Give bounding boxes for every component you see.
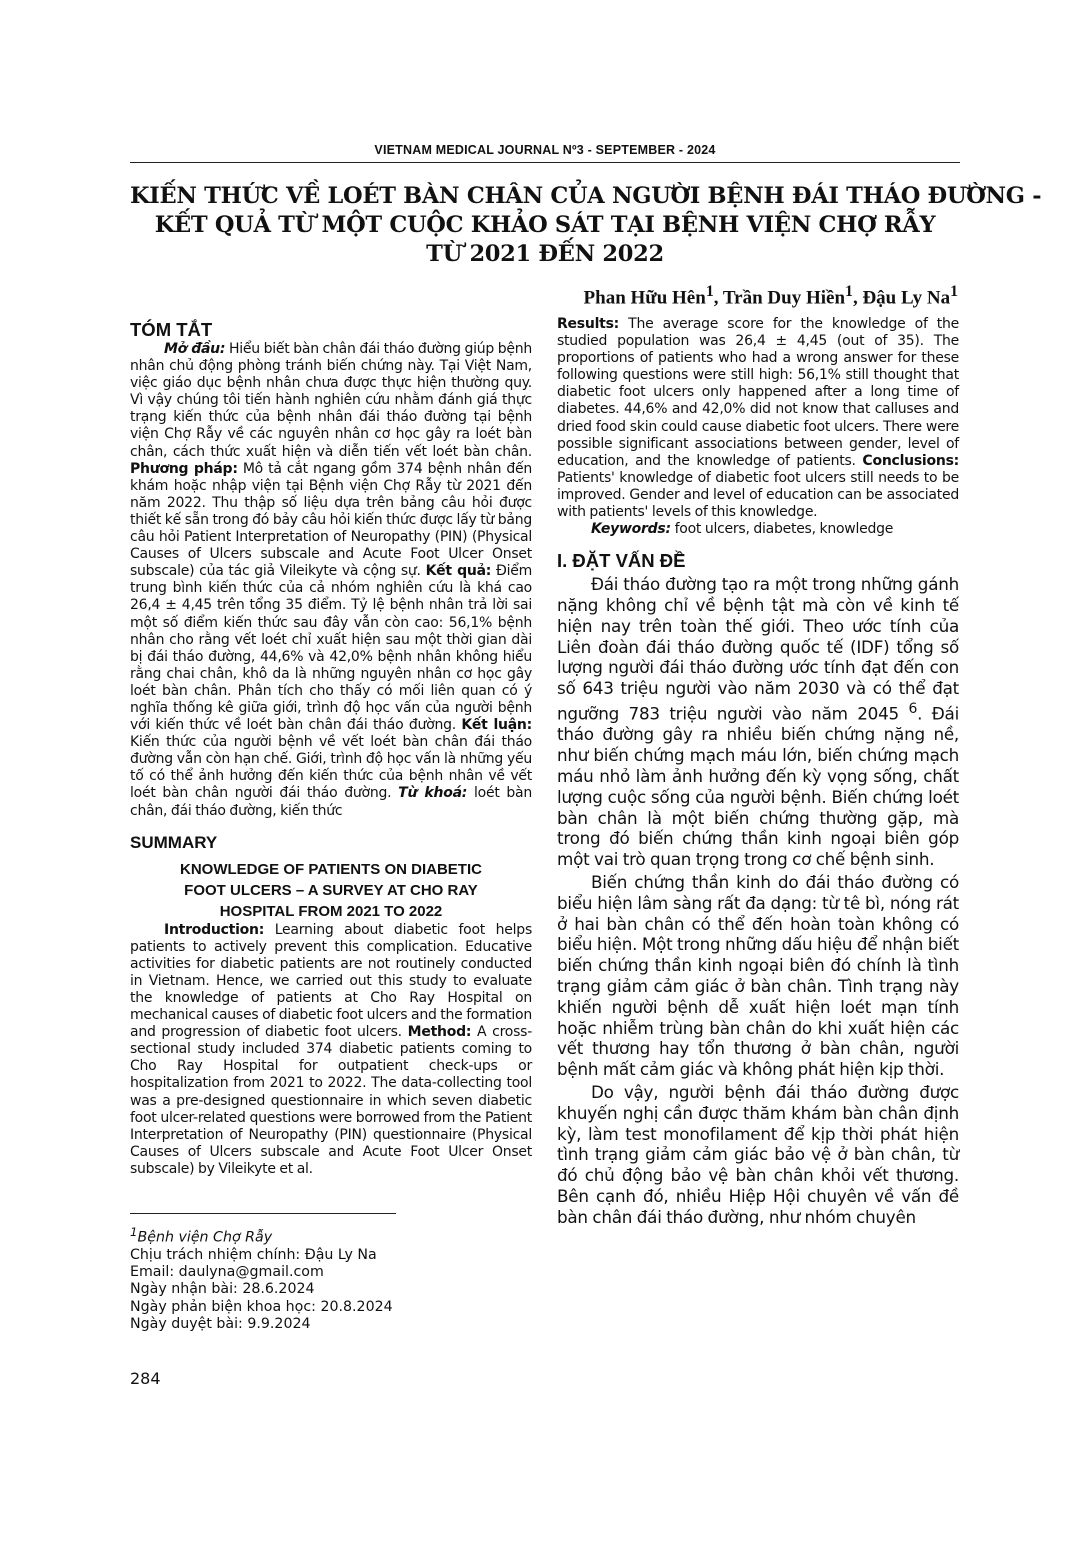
abstract-vi-body: [130, 341, 532, 820]
summary-text: A cross-sectional study included 374 diabetic patients coming to Cho Ray Hospital for outpatient check-ups or hospitalization from 2021 to 2022. The data-collecting tool was a pre-designed questionnaire in which seven diabetic foot ulcer-related questions were borrowed from the Patient Interpretation of Neuropathy (PIN) questionnaire (Physical Causes of Ulcers subscale and Acute Foot Ulcer Onset subscale) by Vileikyte et al.: [130, 1024, 532, 1177]
header-rule: [130, 162, 960, 163]
body-paragraph: [557, 574, 959, 870]
abstract-label: Kết luận:: [461, 717, 532, 734]
left-column: [130, 316, 532, 1178]
affiliation-text: Bệnh viện Chợ Rẫy: [137, 1229, 273, 1246]
author-name: Đậu Ly Na: [862, 287, 951, 309]
citation-ref: 6: [908, 701, 918, 717]
abstract-text: loét bàn chân, đái tháo đường, kiến thức: [130, 785, 532, 819]
author-affiliation-mark: 1: [845, 283, 853, 300]
abstract-text: Mô tả cắt ngang gồm 374 bệnh nhân đến khám hoặc nhập viện tại Bệnh viện Chợ Rẫy từ 2021 đến năm 2022. Thu thập số liệu dựa trên bảng câu hỏi được thiết kế sẵn trong đó bảy câu hỏi kiến thức được lấy từ bảng câu hỏi Patient Interpretation of Neuropathy (PIN) (Physical Causes of Ulcers subscale and Acute Foot Ulcer Onset subscale) của tác giả Vileikyte và cộng sự.: [130, 460, 532, 580]
body-paragraph: Biến chứng thần kinh do đái tháo đường có biểu hiện lâm sàng rất đa dạng: từ tê bì, nóng rát ở hai bàn chân có thể đến hoàn toàn không có biểu hiện. Một trong những dấu hiệu để nhận biết biến chứng thần kinh ngoại biên đó chính là tình trạng giảm cảm giác ở bàn chân. Tình trạng này khiến người bệnh dễ xuất hiện loét mạn tính hoặc nhiễm trùng bàn chân do khi xuất hiện các vết thương hay tổn thương ở bàn chân, người bệnh mất cảm giác và không phát hiện kịp thời.: [557, 871, 959, 1080]
summary-label: Method:: [407, 1024, 472, 1041]
journal-header: VIETNAM MEDICAL JOURNAL Nº3 - SEPTEMBER - 2024: [374, 143, 716, 157]
abstract-text: Điểm trung bình kiến thức của cả nhóm nghiên cứu là khá cao 26,4 ± 4,45 trên tổng 35 điểm. Tỷ lệ bệnh nhân trả lời sai một số điểm kiến thức sau đây vẫn còn cao: 56,1% bệnh nhân cho rằng vết loét chỉ xuất hiện sau một thời gian dài bị đái tháo đường, 44,6% và 42,0% bệnh nhân không hiểu rằng chai chân, khô da là những nguyên nhân cơ học gây loét bàn chân. Phân tích cho thấy có mối liên quan có ý nghĩa thống kê giữa giới, trình độ học vấn của người bệnh với kiến thức về loét bàn chân đái tháo đường.: [130, 563, 532, 734]
footnote-affiliation: [130, 1224, 393, 1247]
summary-text: Patients' knowledge of diabetic foot ulcers still needs to be improved. Gender and level of education can be associated with patients' levels of this knowledge.: [557, 469, 959, 521]
summary-label: Conclusions:: [862, 452, 959, 469]
footnote-line: Ngày duyệt bài: 9.9.2024: [130, 1315, 311, 1332]
summary-label: Results:: [557, 316, 619, 332]
abstract-label: Từ khoá:: [398, 785, 468, 802]
footnote-line: Email: daulyna@gmail.com: [130, 1264, 324, 1281]
footnote-line: Chịu trách nhiệm chính: Đậu Ly Na: [130, 1246, 377, 1263]
summary-label: Introduction:: [164, 921, 265, 938]
abstract-vi-heading: TÓM TẮT: [130, 319, 213, 340]
summary-title-line: FOOT ULCERS – A SURVEY AT CHO RAY: [184, 881, 478, 899]
abstract-text: Hiểu biết bàn chân đái tháo đường giúp bệnh nhân chủ động phòng tránh biến chứng này. Tại Việt Nam, việc giáo dục bệnh nhân chưa được thực hiện thường quy. Vì vậy chúng tôi tiến hành nghiên cứu nhằm đánh giá thực trạng kiến thức của bệnh nhân đái tháo đường tại bệnh viện Chợ Rẫy về các nguyên nhân cơ học gây ra loét bàn chân, cách thức xuất hiện và diễn tiến vết loét bàn chân.: [130, 341, 532, 460]
abstract-label: Phương pháp:: [130, 460, 238, 477]
body-text: . Đái tháo đường gây ra nhiều biến chứng nặng nề, như biến chứng mạch máu lớn, biến chứng mạch máu nhỏ làm ảnh hưởng đến kỳ vọng sống, chất lượng cuộc sống của người bệnh. Biến chứng loét bàn chân là một biến chứng thường gặp, mà trong đó biến chứng thần kinh ngoại biên góp một vai trò quan trọng trong cơ chế bệnh sinh.: [557, 703, 959, 870]
body-text: Đái tháo đường tạo ra một trong những gánh nặng không chỉ về bệnh tật mà còn về kinh tế hiện nay trên toàn thế giới. Theo ước tính của Liên đoàn đái tháo đường quốc tế (IDF) tổng số lượng người đái tháo đường ước tính đạt đến con số 643 triệu người vào năm 2030 và có thể đạt ngưỡng 783 triệu người vào năm 2045: [557, 574, 959, 724]
right-column: [557, 316, 959, 1228]
footnote-line: Ngày phản biện khoa học: 20.8.2024: [130, 1298, 393, 1315]
summary-text: The average score for the knowledge of the studied population was 26,4 ± 4,45 (out of 35). The proportions of patients who had a wrong answer for these following questions were still high: 56,1% still thought that diabetic foot ulcers only happened after a long time of diabetes. 44,6% and 42,0% did not know that calluses and dried food skin could cause diabetic foot ulcers. There were possible significant associations between gender, level of education, and the knowledge of patients.: [557, 316, 959, 469]
body-paragraph: Do vậy, người bệnh đái tháo đường được khuyến nghị cần được thăm khám bàn chân định kỳ, làm test monofilament để kịp thời phát hiện tình trạng giảm cảm giác bảo vệ ở bàn chân, từ đó chủ động bảo vệ bàn chân khỏi vết thương. Bên cạnh đó, nhiều Hiệp Hội chuyên về vấn đề bàn chân đái tháo đường, như nhóm chuyên: [557, 1081, 959, 1227]
page-number: 284: [130, 1369, 161, 1388]
summary-body-part2: [557, 316, 959, 521]
summary-heading: SUMMARY: [130, 832, 218, 852]
footnotes: [130, 1224, 393, 1333]
footnote-line: Ngày nhận bài: 28.6.2024: [130, 1281, 315, 1298]
title-line: TỪ 2021 ĐẾN 2022: [426, 241, 664, 267]
keywords-label: Keywords:: [591, 521, 671, 538]
author-name: Trần Duy Hiền: [722, 287, 846, 309]
abstract-text: Kiến thức của người bệnh về vết loét bàn chân đái tháo đường vẫn còn hạn chế. Giới, trình độ học vấn là những yếu tố có thể ảnh hưởng đến kiến thức của bệnh nhân về vết loét bàn chân người đái tháo đường.: [130, 734, 532, 802]
title-line: KẾT QUẢ TỪ MỘT CUỘC KHẢO SÁT TẠI BỆNH VIỆN CHỢ RẪY: [154, 212, 936, 238]
summary-title-line: KNOWLEDGE OF PATIENTS ON DIABETIC: [180, 860, 482, 878]
affiliation-mark: 1: [130, 1225, 138, 1239]
summary-keywords: [557, 521, 959, 538]
keywords-text: foot ulcers, diabetes, knowledge: [670, 521, 894, 538]
summary-text: Learning about diabetic foot helps patients to actively prevent this complication. Educative activities for diabetic patients are not routinely conducted in Vietnam. Hence, we carried out this study to evaluate the knowledge of patients at Cho Ray Hospital on mechanical causes of diabetic foot ulcers and the formation and progression of diabetic foot ulcers.: [130, 921, 532, 1041]
title-line: KIẾN THỨC VỀ LOÉT BÀN CHÂN CỦA NGƯỜI BỆNH ĐÁI THÁO ĐƯỜNG -: [130, 183, 1042, 209]
abstract-label: Kết quả:: [425, 563, 492, 580]
article-title: [130, 182, 1042, 269]
summary-body-part1: [130, 922, 532, 1178]
author-list: Phan Hữu Hên$^1$, Trần Duy Hiền$^1$, Đậu Ly Na$^1$: [583, 283, 958, 309]
summary-title-line: HOSPITAL FROM 2021 TO 2022: [219, 902, 443, 920]
author-name: Phan Hữu Hên: [583, 287, 706, 309]
abstract-label: Mở đầu:: [164, 341, 226, 357]
author-affiliation-mark: 1: [950, 283, 958, 300]
footnote-rule: [130, 1213, 396, 1214]
section-heading: I. ĐẶT VẤN ĐỀ: [557, 550, 686, 572]
author-affiliation-mark: 1: [705, 283, 714, 300]
